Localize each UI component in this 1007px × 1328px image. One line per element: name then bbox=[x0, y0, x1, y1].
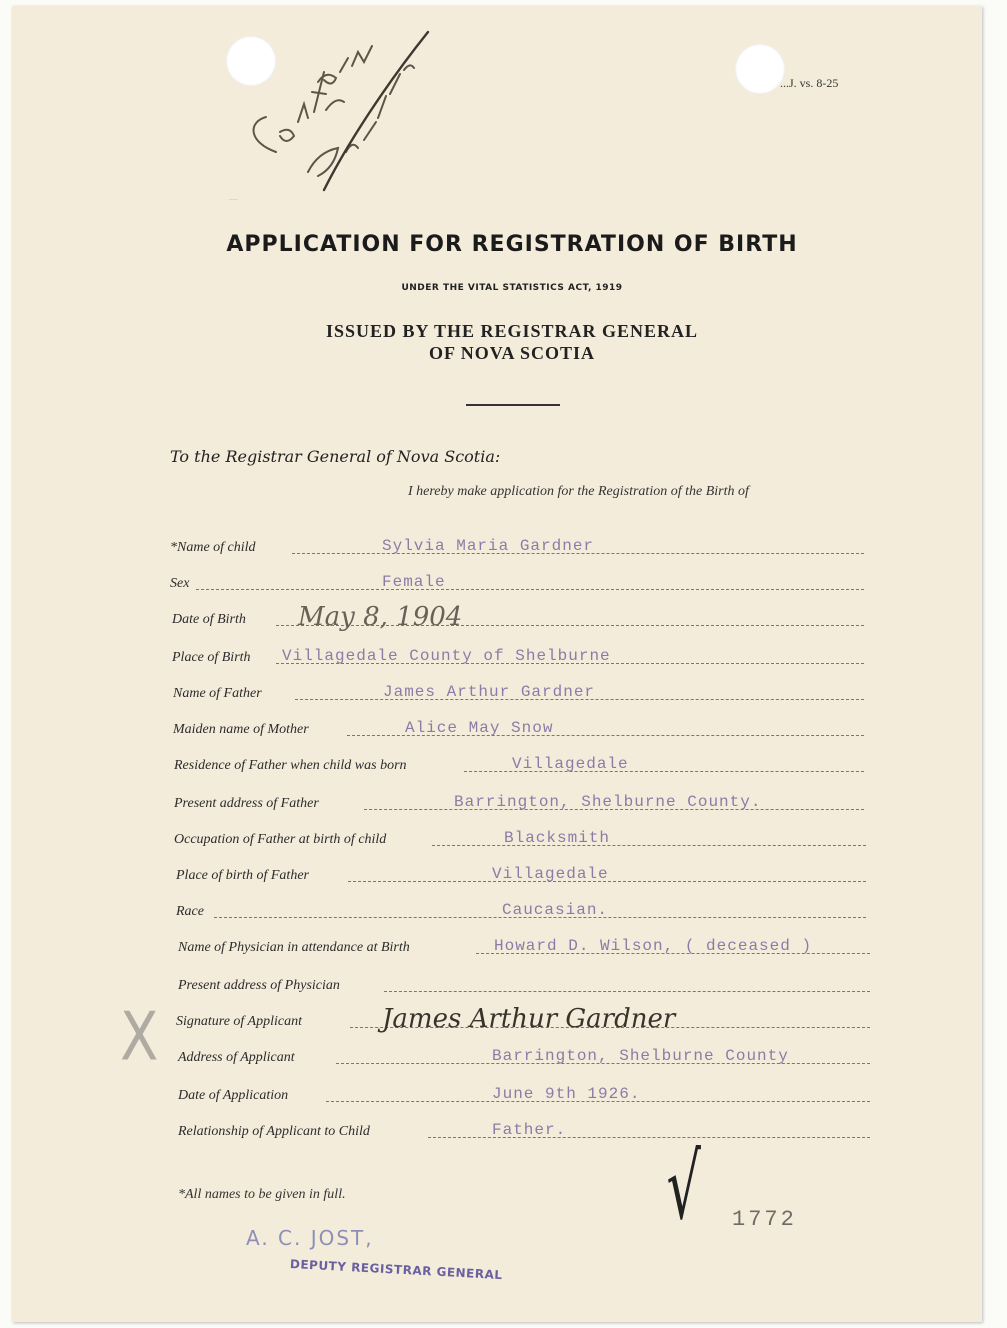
field-label: Maiden name of Mother bbox=[173, 722, 309, 737]
field-label: Date of Application bbox=[178, 1088, 289, 1103]
field-value-handwritten: May 8, 1904 bbox=[298, 602, 463, 632]
field-value: Howard D. Wilson, ( deceased ) bbox=[494, 937, 813, 955]
salutation: To the Registrar General of Nova Scotia: bbox=[170, 447, 501, 466]
field-race bbox=[176, 898, 866, 922]
field-value: June 9th 1926. bbox=[492, 1085, 641, 1103]
field-present-address-of-father bbox=[174, 790, 864, 814]
field-label: Residence of Father when child was born bbox=[174, 758, 407, 773]
field-value: Barrington, Shelburne County bbox=[492, 1047, 789, 1065]
field-label: Present address of Physician bbox=[178, 978, 340, 993]
footnote: *All names to be given in full. bbox=[178, 1187, 346, 1202]
title-divider bbox=[466, 404, 560, 406]
field-line bbox=[432, 845, 866, 846]
issued-by-line-1: ISSUED BY THE REGISTRAR GENERAL bbox=[325, 321, 699, 341]
field-value: Blacksmith bbox=[504, 829, 611, 847]
field-value: James Arthur Gardner bbox=[383, 683, 596, 701]
field-label: Signature of Applicant bbox=[176, 1014, 302, 1029]
pencil-x-mark: X bbox=[120, 998, 159, 1077]
field-value: Caucasian. bbox=[502, 901, 609, 919]
field-line bbox=[196, 589, 864, 590]
field-date-of-birth bbox=[172, 602, 864, 632]
field-label: Address of Applicant bbox=[178, 1050, 295, 1065]
margin-note-text: Certs sent June 16/26 bbox=[229, 200, 238, 201]
field-maiden-name-of-mother bbox=[173, 716, 864, 740]
intro-statement: I hereby make application for the Registration of the Birth of bbox=[408, 484, 749, 499]
signature-handwritten: James Arthur Gardner bbox=[382, 1004, 676, 1034]
field-sex bbox=[170, 570, 864, 594]
field-address-of-applicant bbox=[178, 1044, 870, 1068]
check-mark: √ bbox=[666, 1135, 701, 1240]
field-value: Villagedale bbox=[512, 755, 629, 773]
field-date-of-application bbox=[178, 1082, 870, 1106]
field-value: Alice May Snow bbox=[405, 719, 554, 737]
field-value: Villagedale County of Shelburne bbox=[282, 647, 611, 665]
field-label: Present address of Father bbox=[174, 796, 319, 811]
field-relationship-to-child bbox=[178, 1118, 870, 1142]
field-name-of-physician bbox=[178, 934, 870, 958]
file-number: 1772 bbox=[732, 1207, 797, 1232]
field-label: Name of Father bbox=[173, 686, 262, 701]
field-line bbox=[384, 991, 870, 992]
field-occupation-of-father bbox=[174, 826, 866, 850]
field-residence-of-father bbox=[174, 752, 864, 776]
field-present-address-of-physician bbox=[178, 972, 870, 996]
field-place-of-birth-of-father bbox=[176, 862, 866, 886]
issued-by-line-2: OF NOVA SCOTIA bbox=[428, 343, 596, 363]
field-value: Father. bbox=[492, 1121, 567, 1139]
issued-by bbox=[0, 320, 1007, 364]
field-label: Sex bbox=[170, 576, 190, 591]
form-title: APPLICATION FOR REGISTRATION OF BIRTH bbox=[226, 232, 798, 257]
field-label: Occupation of Father at birth of child bbox=[174, 832, 387, 847]
field-name-of-child bbox=[170, 534, 864, 558]
field-value: Villagedale bbox=[492, 865, 609, 883]
stamp-title: DEPUTY REGISTRAR GENERAL bbox=[289, 1257, 503, 1283]
field-place-of-birth bbox=[172, 644, 864, 668]
field-label: Relationship of Applicant to Child bbox=[178, 1124, 370, 1139]
field-signature-of-applicant bbox=[176, 1004, 870, 1034]
field-label: Date of Birth bbox=[172, 612, 246, 627]
margin-note-handwriting bbox=[228, 22, 438, 202]
field-value: Barrington, Shelburne County. bbox=[454, 793, 762, 811]
field-label: Name of Physician in attendance at Birth bbox=[178, 940, 410, 955]
punch-hole-right bbox=[735, 44, 785, 94]
field-label: *Name of child bbox=[170, 540, 256, 555]
field-value: Female bbox=[382, 573, 446, 591]
field-label: Race bbox=[176, 904, 204, 919]
field-name-of-father bbox=[173, 680, 864, 704]
field-value: Sylvia Maria Gardner bbox=[382, 537, 595, 555]
field-label: Place of Birth bbox=[172, 650, 251, 665]
field-label: Place of birth of Father bbox=[176, 868, 309, 883]
form-code: ...J. vs. 8-25 bbox=[780, 76, 839, 90]
stamp-name: A. C. JOST, bbox=[246, 1226, 374, 1250]
act-subtitle: UNDER THE VITAL STATISTICS ACT, 1919 bbox=[401, 283, 623, 293]
